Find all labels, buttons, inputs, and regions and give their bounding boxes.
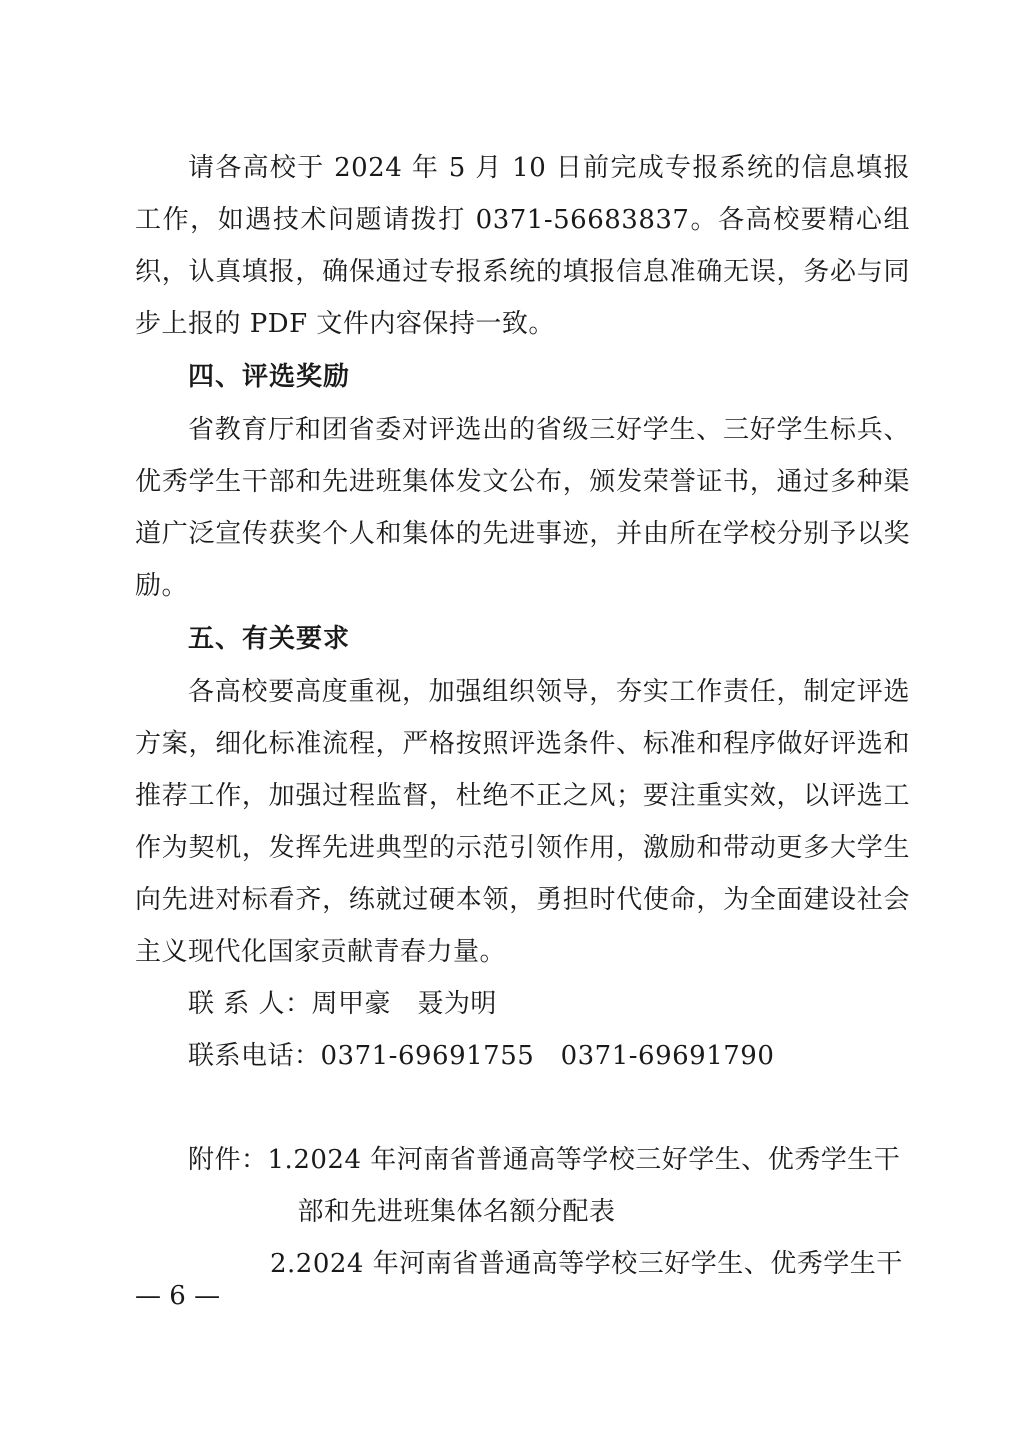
spacer [135, 1082, 910, 1134]
attachment-item-1-line-1: 1.2024 年河南省普通高等学校三好学生、优秀学生干 [267, 1145, 901, 1175]
page-number: — 6 — [135, 1281, 221, 1311]
attachment-item-2: 2.2024 年河南省普通高等学校三好学生、优秀学生干 [270, 1249, 903, 1279]
paragraph-submission-deadline: 请各高校于 2024 年 5 月 10 日前完成专报系统的信息填报工作，如遇技术问题请拨打 0371-56683837。各高校要精心组织，认真填报，确保通过专报系统的填报信息准确无误，务必与同步上报的 PDF 文件内容保持一致。 [135, 153, 910, 339]
contact-people: 联 系 人：周甲豪 聂为明 [188, 989, 497, 1019]
attachment-item-1 [135, 1134, 910, 1238]
paragraph-awards: 省教育厅和团省委对评选出的省级三好学生、三好学生标兵、优秀学生干部和先进班集体发文公布，颁发荣誉证书，通过多种渠道广泛宣传获奖个人和集体的先进事迹，并由所在学校分别予以奖励。 [135, 415, 910, 601]
attachment-item-1-line-2: 部和先进班集体名额分配表 [297, 1197, 616, 1227]
attachment-label: 附件： [188, 1145, 268, 1175]
contact-phones: 联系电话：0371-69691755 0371-69691790 [188, 1041, 775, 1071]
heading-requirements: 五、有关要求 [188, 624, 351, 654]
attachment-item-1-text [268, 1134, 910, 1238]
page-content [135, 142, 910, 1290]
paragraph-requirements: 各高校要高度重视，加强组织领导，夯实工作责任，制定评选方案，细化标准流程，严格按照评选条件、标准和程序做好评选和推荐工作，加强过程监督，杜绝不正之风；要注重实效，以评选工作为契机，发挥先进典型的示范引领作用，激励和带动更多大学生向先进对标看齐，练就过硬本领，勇担时代使命，为全面建设社会主义现代化国家贡献青春力量。 [135, 677, 910, 967]
heading-awards: 四、评选奖励 [188, 362, 351, 392]
